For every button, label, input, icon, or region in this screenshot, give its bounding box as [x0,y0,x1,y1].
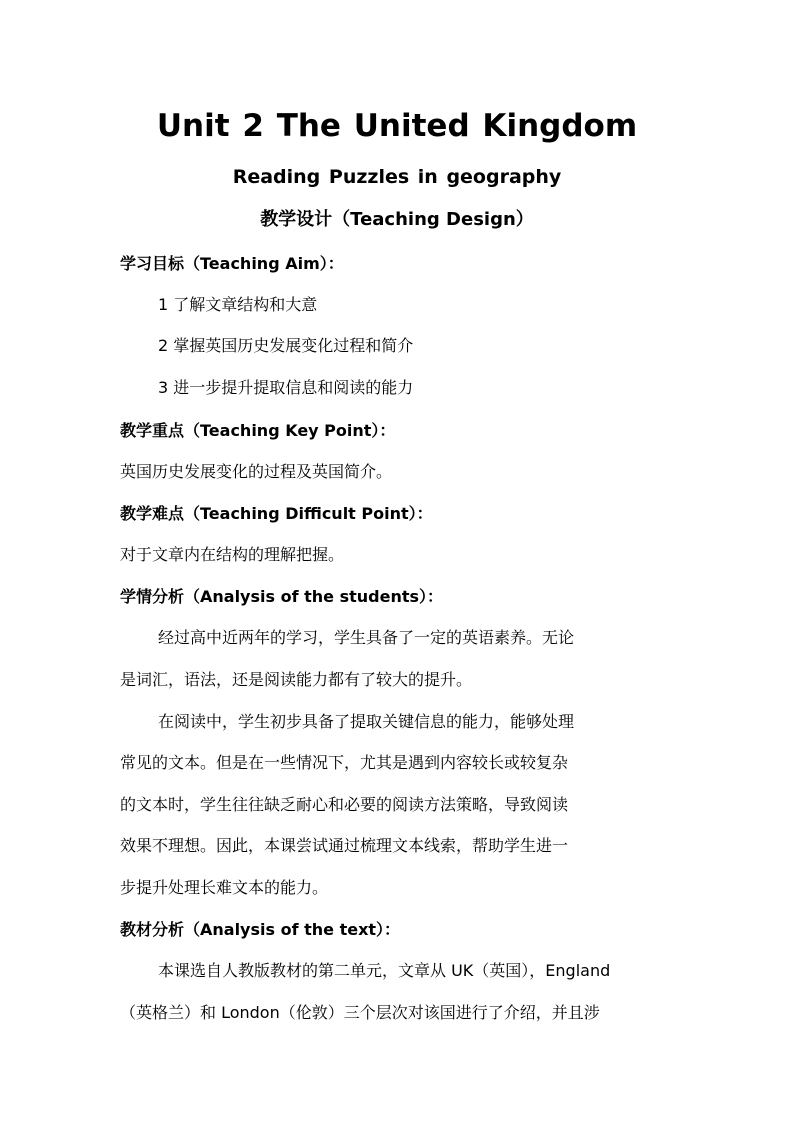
paragraph-line: 经过高中近两年的学习，学生具备了一定的英语素养。无论 [158,628,575,647]
paragraph-line: 步提升处理长难文本的能力。 [120,878,329,897]
paragraph-line: 是词汇，语法，还是阅读能力都有了较大的提升。 [120,670,473,689]
paragraph-line: 效果不理想。因此，本课尝试通过梳理文本线索，帮助学生进一 [120,836,569,855]
students-heading: 学情分析（Analysis of the students）： [120,587,444,606]
key-point-heading: 教学重点（Teaching Key Point）： [120,421,396,440]
difficult-point-heading: 教学难点（Teaching Difficult Point）： [120,504,433,523]
key-point-text: 英国历史发展变化的过程及英国简介。 [120,462,393,481]
document-title: Unit 2 The United Kingdom [156,108,638,144]
text-analysis-heading: 教材分析（Analysis of the text）： [120,920,401,939]
paragraph-line: （英格兰）和 London（伦敦）三个层次对该国进行了介绍，并且涉 [120,1003,600,1022]
paragraph-line: 常见的文本。但是在一些情况下，尤其是遇到内容较长或较复杂 [120,753,569,772]
aim-item: 2 掌握英国历史发展变化过程和简介 [158,336,414,355]
aim-item: 3 进一步提升提取信息和阅读的能力 [158,378,414,397]
paragraph-line: 的文本时，学生往往缺乏耐心和必要的阅读方法策略，导致阅读 [120,795,569,814]
aim-item: 1 了解文章结构和大意 [158,295,318,314]
aim-heading: 学习目标（Teaching Aim）： [120,254,344,273]
paragraph-line: 在阅读中，学生初步具备了提取关键信息的能力，能够处理 [158,712,575,731]
design-title: 教学设计（Teaching Design） [260,209,534,230]
paragraph-line: 本课选自人教版教材的第二单元，文章从 UK（英国），England [158,961,611,980]
document-subtitle: Reading Puzzles in geography [232,166,562,188]
difficult-point-text: 对于文章内在结构的理解把握。 [120,545,345,564]
